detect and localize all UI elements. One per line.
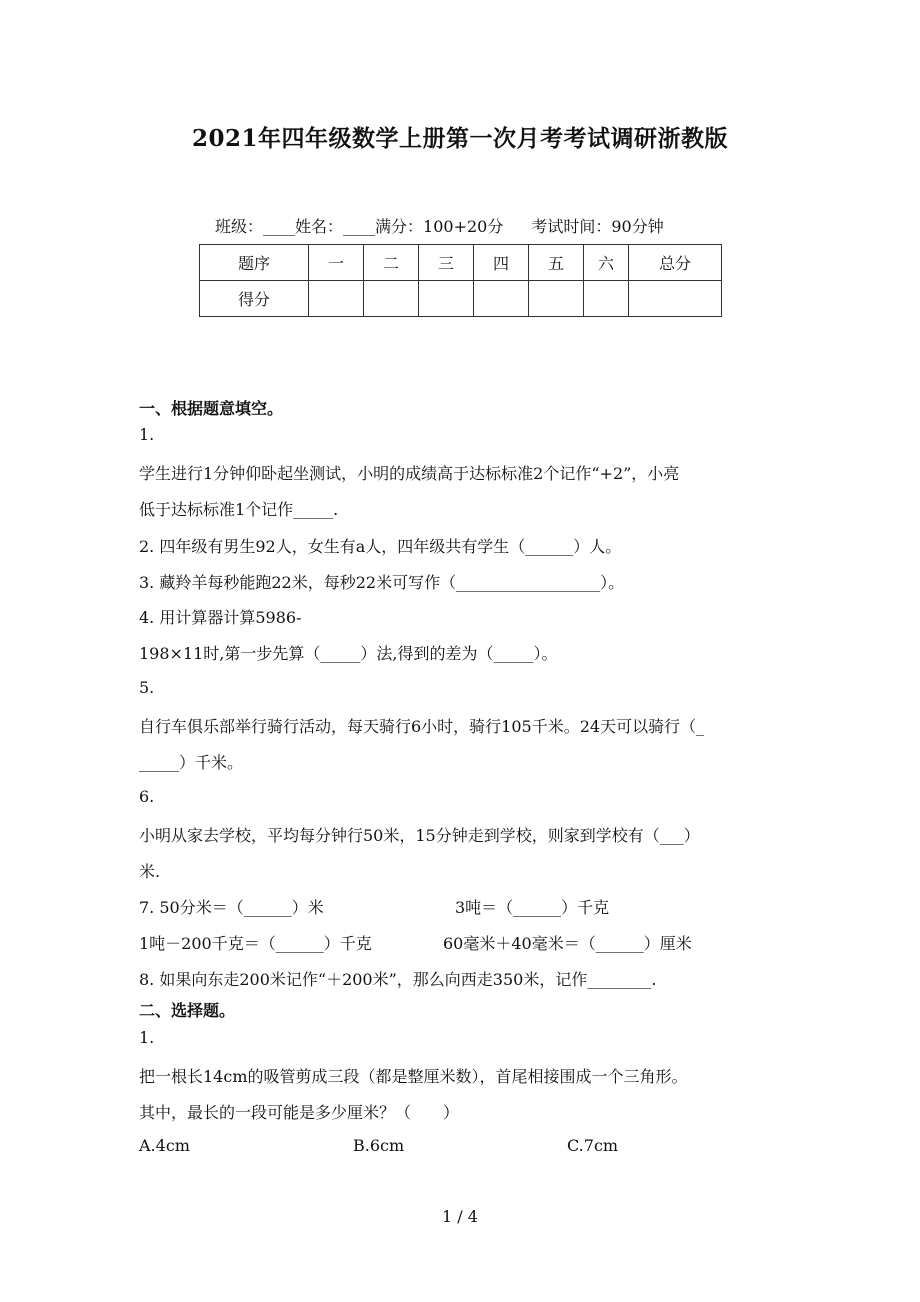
class-label: 班级： — [215, 217, 264, 236]
header-cell: 一 — [309, 245, 364, 281]
exam-time: 考试时间：90分钟 — [531, 217, 664, 236]
score-cell — [529, 281, 584, 317]
header-cell: 四 — [474, 245, 529, 281]
score-table — [199, 244, 722, 317]
question-line: 低于达标标准1个记作_____. — [139, 500, 339, 519]
question-line: 小明从家去学校，平均每分钟行50米，15分钟走到学校，则家到学校有（___） — [139, 826, 700, 845]
question-line: 4. 用计算器计算5986- — [139, 608, 302, 627]
question-line: 2. 四年级有男生92人，女生有a人，四年级共有学生（______）人。 — [139, 537, 622, 556]
score-cell — [364, 281, 419, 317]
question-line: _____）千米。 — [139, 753, 244, 772]
question-line: 5. — [139, 678, 155, 697]
header-cell: 五 — [529, 245, 584, 281]
score-cell — [584, 281, 629, 317]
option-b: B.6cm — [353, 1136, 405, 1155]
name-label: 姓名： — [295, 217, 344, 236]
name-blank: ____ — [343, 217, 376, 236]
header-cell: 总分 — [629, 245, 722, 281]
question-line: 6. — [139, 787, 155, 806]
q7-part-b: 3吨＝（______）千克 — [455, 898, 610, 917]
question-line: 自行车俱乐部举行骑行活动，每天骑行6小时，骑行105千米。24天可以骑行（_ — [139, 717, 705, 736]
score-cell — [474, 281, 529, 317]
question-line: 1. — [139, 1028, 155, 1047]
q8-line: 8. 如果向东走200米记作“＋200米”，那么向西走350米，记作________. — [139, 970, 657, 989]
score-table-score-row — [200, 281, 722, 317]
score-table-header-row — [200, 245, 722, 281]
score-cell — [629, 281, 722, 317]
question-line: 3. 藏羚羊每秒能跑22米，每秒22米可写作（__________________）。 — [139, 573, 625, 592]
page-title: 2021年四年级数学上册第一次月考考试调研浙教版 — [191, 125, 728, 152]
full-score: 满分：100+20分 — [375, 217, 504, 236]
question-line: 1. — [139, 425, 155, 444]
class-blank: ____ — [263, 217, 296, 236]
section1-heading: 一、根据题意填空。 — [139, 399, 284, 418]
question-line: 学生进行1分钟仰卧起坐测试，小明的成绩高于达标标准2个记作“+2”，小亮 — [139, 464, 680, 483]
header-cell: 三 — [419, 245, 474, 281]
page-number: 1 / 4 — [442, 1207, 478, 1226]
question-line: 米. — [139, 862, 161, 881]
question-line: 把一根长14cm的吸管剪成三段（都是整厘米数），首尾相接围成一个三角形。 — [139, 1067, 688, 1086]
option-a: A.4cm — [139, 1136, 190, 1155]
option-c: C.7cm — [567, 1136, 619, 1155]
section2-heading: 二、选择题。 — [139, 1001, 236, 1020]
q7-part-a: 7. 50分米＝（______）米 — [139, 898, 324, 917]
exam-info — [215, 214, 664, 237]
score-cell — [309, 281, 364, 317]
q7-part-c: 1吨－200千克＝（______）千克 — [139, 934, 372, 953]
question-line: 198×11时,第一步先算（_____）法,得到的差为（_____）。 — [139, 644, 558, 663]
q7-part-d: 60毫米＋40毫米＝（______）厘米 — [443, 934, 692, 953]
score-cell — [419, 281, 474, 317]
header-cell: 题序 — [200, 245, 309, 281]
header-cell: 二 — [364, 245, 419, 281]
header-cell: 六 — [584, 245, 629, 281]
score-row-label: 得分 — [200, 281, 309, 317]
question-line: 其中，最长的一段可能是多少厘米？（ ） — [139, 1103, 460, 1122]
